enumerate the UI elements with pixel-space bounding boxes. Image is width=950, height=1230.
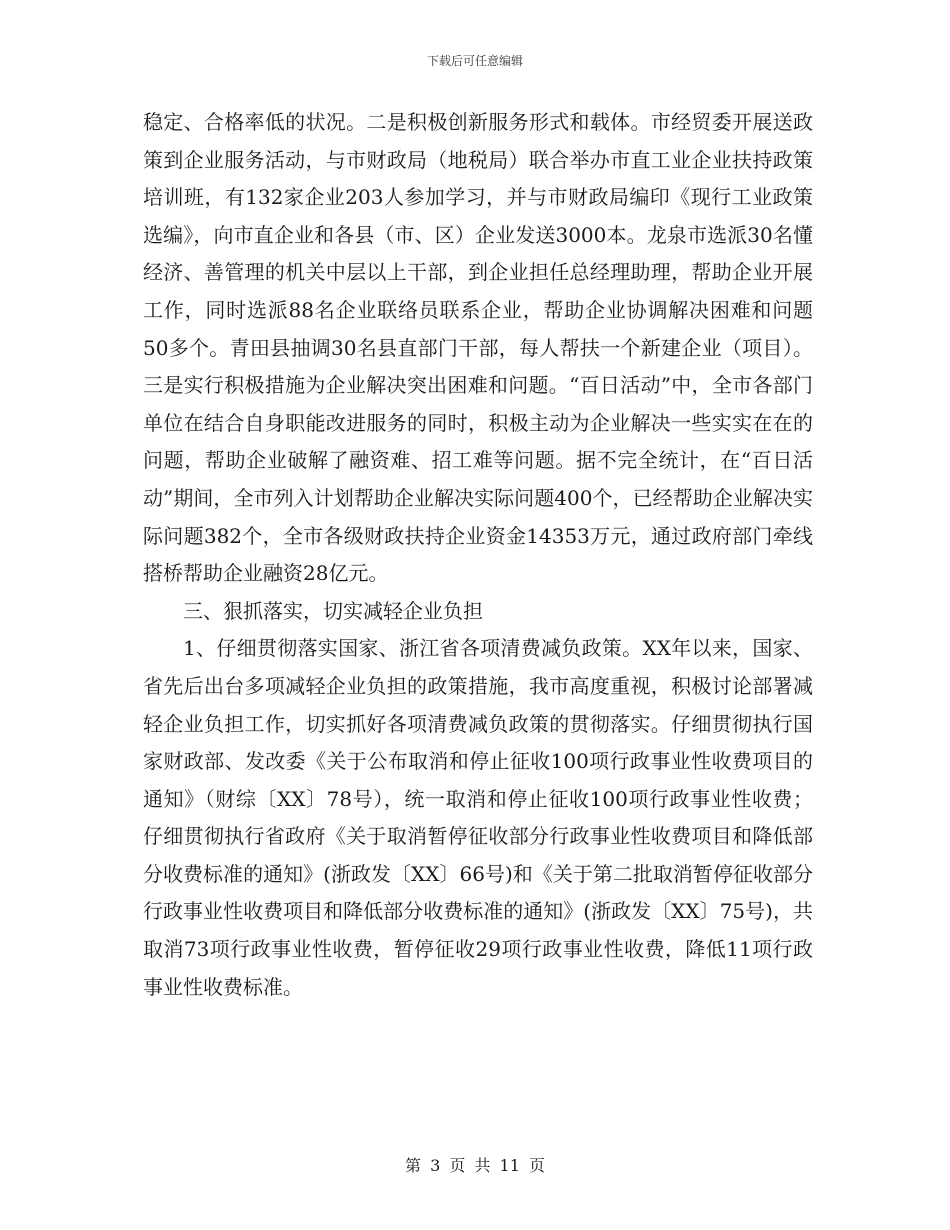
paragraph-continuation: 稳定、合格率低的状况。二是积极创新服务形式和载体。市经贸委开展送政策到企业服务活动，与市财政局（地税局）联合举办市直工业企业扶持政策培训班，有132家企业203人参加学习，并与市财政局编印《现行工业政策选编》，向市直企业和各县（市、区）企业发送3000本。龙泉市选派30名懂经济、善管理的机关中层以上干部，到企业担任总经理助理，帮助企业开展工作，同时选派88名企业联络员联系企业，帮助企业协调解决困难和问题50多个。青田县抽调30名县直部门干部，每人帮扶一个新建企业（项目）。三是实行积极措施为企业解决突出困难和问题。“百日活动”中，全市各部门单位在结合自身职能改进服务的同时，积极主动为企业解决一些实实在在的问题，帮助企业破解了融资难、招工难等问题。据不完全统计，在“百日活动”期间，全市列入计划帮助企业解决实际问题400个，已经帮助企业解决实际问题382个，全市各级财政扶持企业资金14353万元，通过政府部门牵线搭桥帮助企业融资28亿元。 <box>143 110 813 586</box>
download-edit-note: 下载后可任意编辑 <box>426 54 523 68</box>
document-body <box>143 104 813 1006</box>
paragraph-policy: 1、仔细贯彻落实国家、浙江省各项清费减负政策。XX年以来，国家、省先后出台多项减轻企业负担的政策措施，我市高度重视，积极讨论部署减轻企业负担工作，切实抓好各项清费减负政策的贯彻落实。仔细贯彻执行国家财政部、发改委《关于公布取消和停止征收100项行政事业性收费项目的通知》（财综〔XX〕78号），统一取消和停止征收100项行政事业性收费；仔细贯彻执行省政府《关于取消暂停征收部分行政事业性收费项目和降低部分收费标准的通知》(浙政发〔XX〕66号)和《关于第二批取消暂停征收部分行政事业性收费项目和降低部分收费标准的通知》(浙政发〔XX〕75号)，共取消73项行政事业性收费，暂停征收29项行政事业性收费，降低11项行政事业性收费标准。 <box>143 636 813 999</box>
page-number: 第 3 页 共 11 页 <box>405 1156 545 1175</box>
section-heading: 三、狠抓落实，切实减轻企业负担 <box>183 598 483 623</box>
